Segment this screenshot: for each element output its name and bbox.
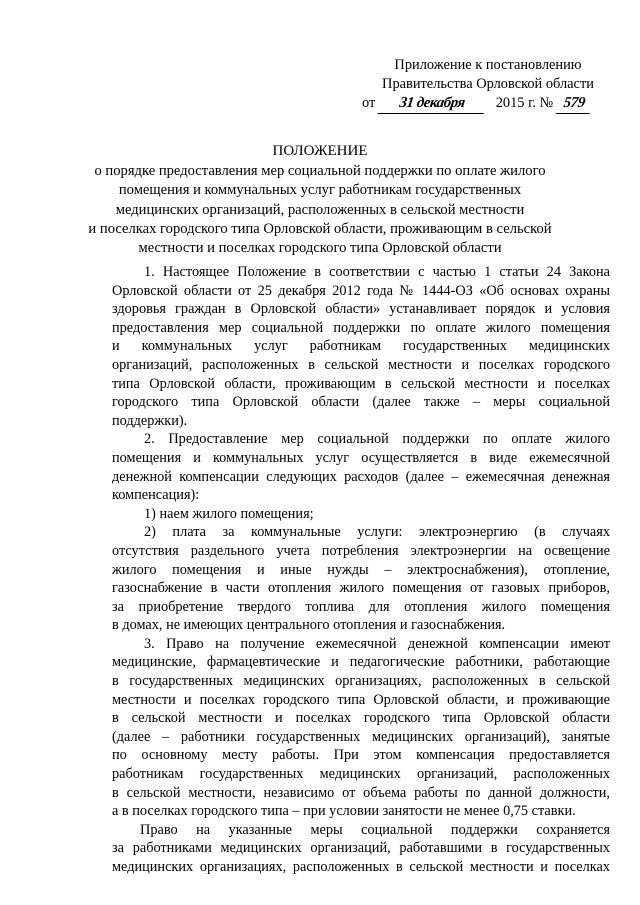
paragraph-3-continuation	[112, 821, 610, 877]
paragraph-1	[112, 263, 610, 430]
text-line: а в поселках городского типа – при условии занятости не менее 0,75 ставки.	[112, 803, 576, 820]
text-line: 2) плата за коммунальные услуги: электроэнергию (в случаях	[144, 524, 610, 541]
text-line: по основному месту работы. При этом компенсация предоставляется	[112, 747, 610, 764]
text-line: 1) наем жилого помещения;	[144, 505, 314, 522]
date-prefix: от	[362, 95, 376, 111]
appendix-line-1: Приложение к постановлению	[394, 57, 582, 73]
subtitle-line: помещения и коммунальных услуг работникам государственных	[118, 182, 522, 199]
document-subtitle	[60, 162, 580, 258]
text-line: типа Орловской области, проживающим в сельской местности и поселках	[112, 375, 610, 392]
text-line: (далее – работники государственных медицинских организаций), занятые	[112, 728, 610, 745]
text-line: Право на указанные меры социальной поддержки сохраняется	[140, 821, 610, 838]
text-line: организаций, расположенных в сельской местности и поселках городского	[112, 356, 610, 373]
text-line: Орловской области от 25 декабря 2012 года № 1444-ОЗ «Об основах охраны	[112, 282, 610, 299]
text-line: жилого помещения и иные нужды – электроснабжения), отопление,	[112, 561, 610, 578]
text-line: поддержки).	[112, 412, 188, 429]
text-line: работникам государственных медицинских организаций, расположенных	[112, 766, 610, 783]
text-line: медицинские, фармацевтические и педагогические работники, работающие	[112, 654, 610, 671]
text-line: 2. Предоставление мер социальной поддержки по оплате жилого	[144, 431, 610, 448]
text-line: местности и поселках городского типа Орловской области, и проживающие	[112, 691, 610, 708]
text-line: компенсация):	[112, 487, 200, 504]
appendix-header	[358, 56, 618, 114]
text-line: в сельской местности, независимо от объема работы по данной должности,	[112, 784, 610, 801]
text-line: за приобретение твердого топлива для отопления жилого помещения	[112, 598, 610, 615]
text-line: отсутствия раздельного учета потребления электроэнергии на освещение	[112, 542, 610, 559]
subtitle-line: о порядке предоставления мер социальной поддержки по оплате жилого	[94, 163, 546, 179]
subtitle-line: местности и поселках городского типа Орловской области	[138, 240, 502, 257]
text-line: 3. Право на получение ежемесячной денежной компенсации имеют	[144, 635, 610, 652]
text-line: предоставления мер социальной поддержки по оплате жилого помещения	[112, 319, 610, 336]
handwritten-number: 579	[556, 94, 593, 114]
text-line: помещения и коммунальных услуг осуществляется в виде ежемесячной	[112, 449, 610, 466]
paragraph-3	[112, 635, 610, 821]
paragraph-2-item-1	[112, 505, 610, 524]
text-line: 1. Настоящее Положение в соответствии с частью 1 статьи 24 Закона	[144, 264, 610, 280]
subtitle-line: медицинских организаций, расположенных в сельской местности	[115, 201, 525, 218]
text-line: медицинских организациях, расположенных в сельской местности и поселках	[112, 859, 610, 875]
document-title: ПОЛОЖЕНИЕ	[272, 143, 368, 159]
text-line: и коммунальных услуг работникам государственных медицинских	[112, 338, 610, 355]
text-line: городского типа Орловской области (далее также – меры социальной	[112, 394, 610, 411]
paragraph-2	[112, 430, 610, 504]
text-line: в государственных медицинских организациях, расположенных в сельской	[112, 673, 610, 690]
text-line: в сельской местности и поселках городского типа Орловской области	[112, 710, 610, 727]
year-number-label: 2015 г. №	[495, 95, 554, 111]
text-line: газоснабжение в части отопления жилого помещения от газовых приборов,	[112, 580, 610, 597]
document-body	[112, 263, 610, 877]
text-line: здоровья граждан в Орловской области» устанавливает порядок и условия	[112, 301, 610, 318]
subtitle-line: и поселках городского типа Орловской области, проживающим в сельской	[88, 220, 552, 237]
handwritten-date: 31 декабря	[378, 94, 487, 114]
text-line: денежной компенсации следующих расходов (далее – ежемесячная денежная	[112, 468, 610, 485]
text-line: за работниками медицинских организаций, работавшими в государственных	[112, 840, 610, 857]
paragraph-2-item-2	[112, 523, 610, 635]
appendix-date-line	[358, 94, 618, 114]
text-line: в домах, не имеющих центрального отопления и газоснабжения.	[112, 617, 506, 634]
appendix-line-2: Правительства Орловской области	[382, 76, 594, 92]
